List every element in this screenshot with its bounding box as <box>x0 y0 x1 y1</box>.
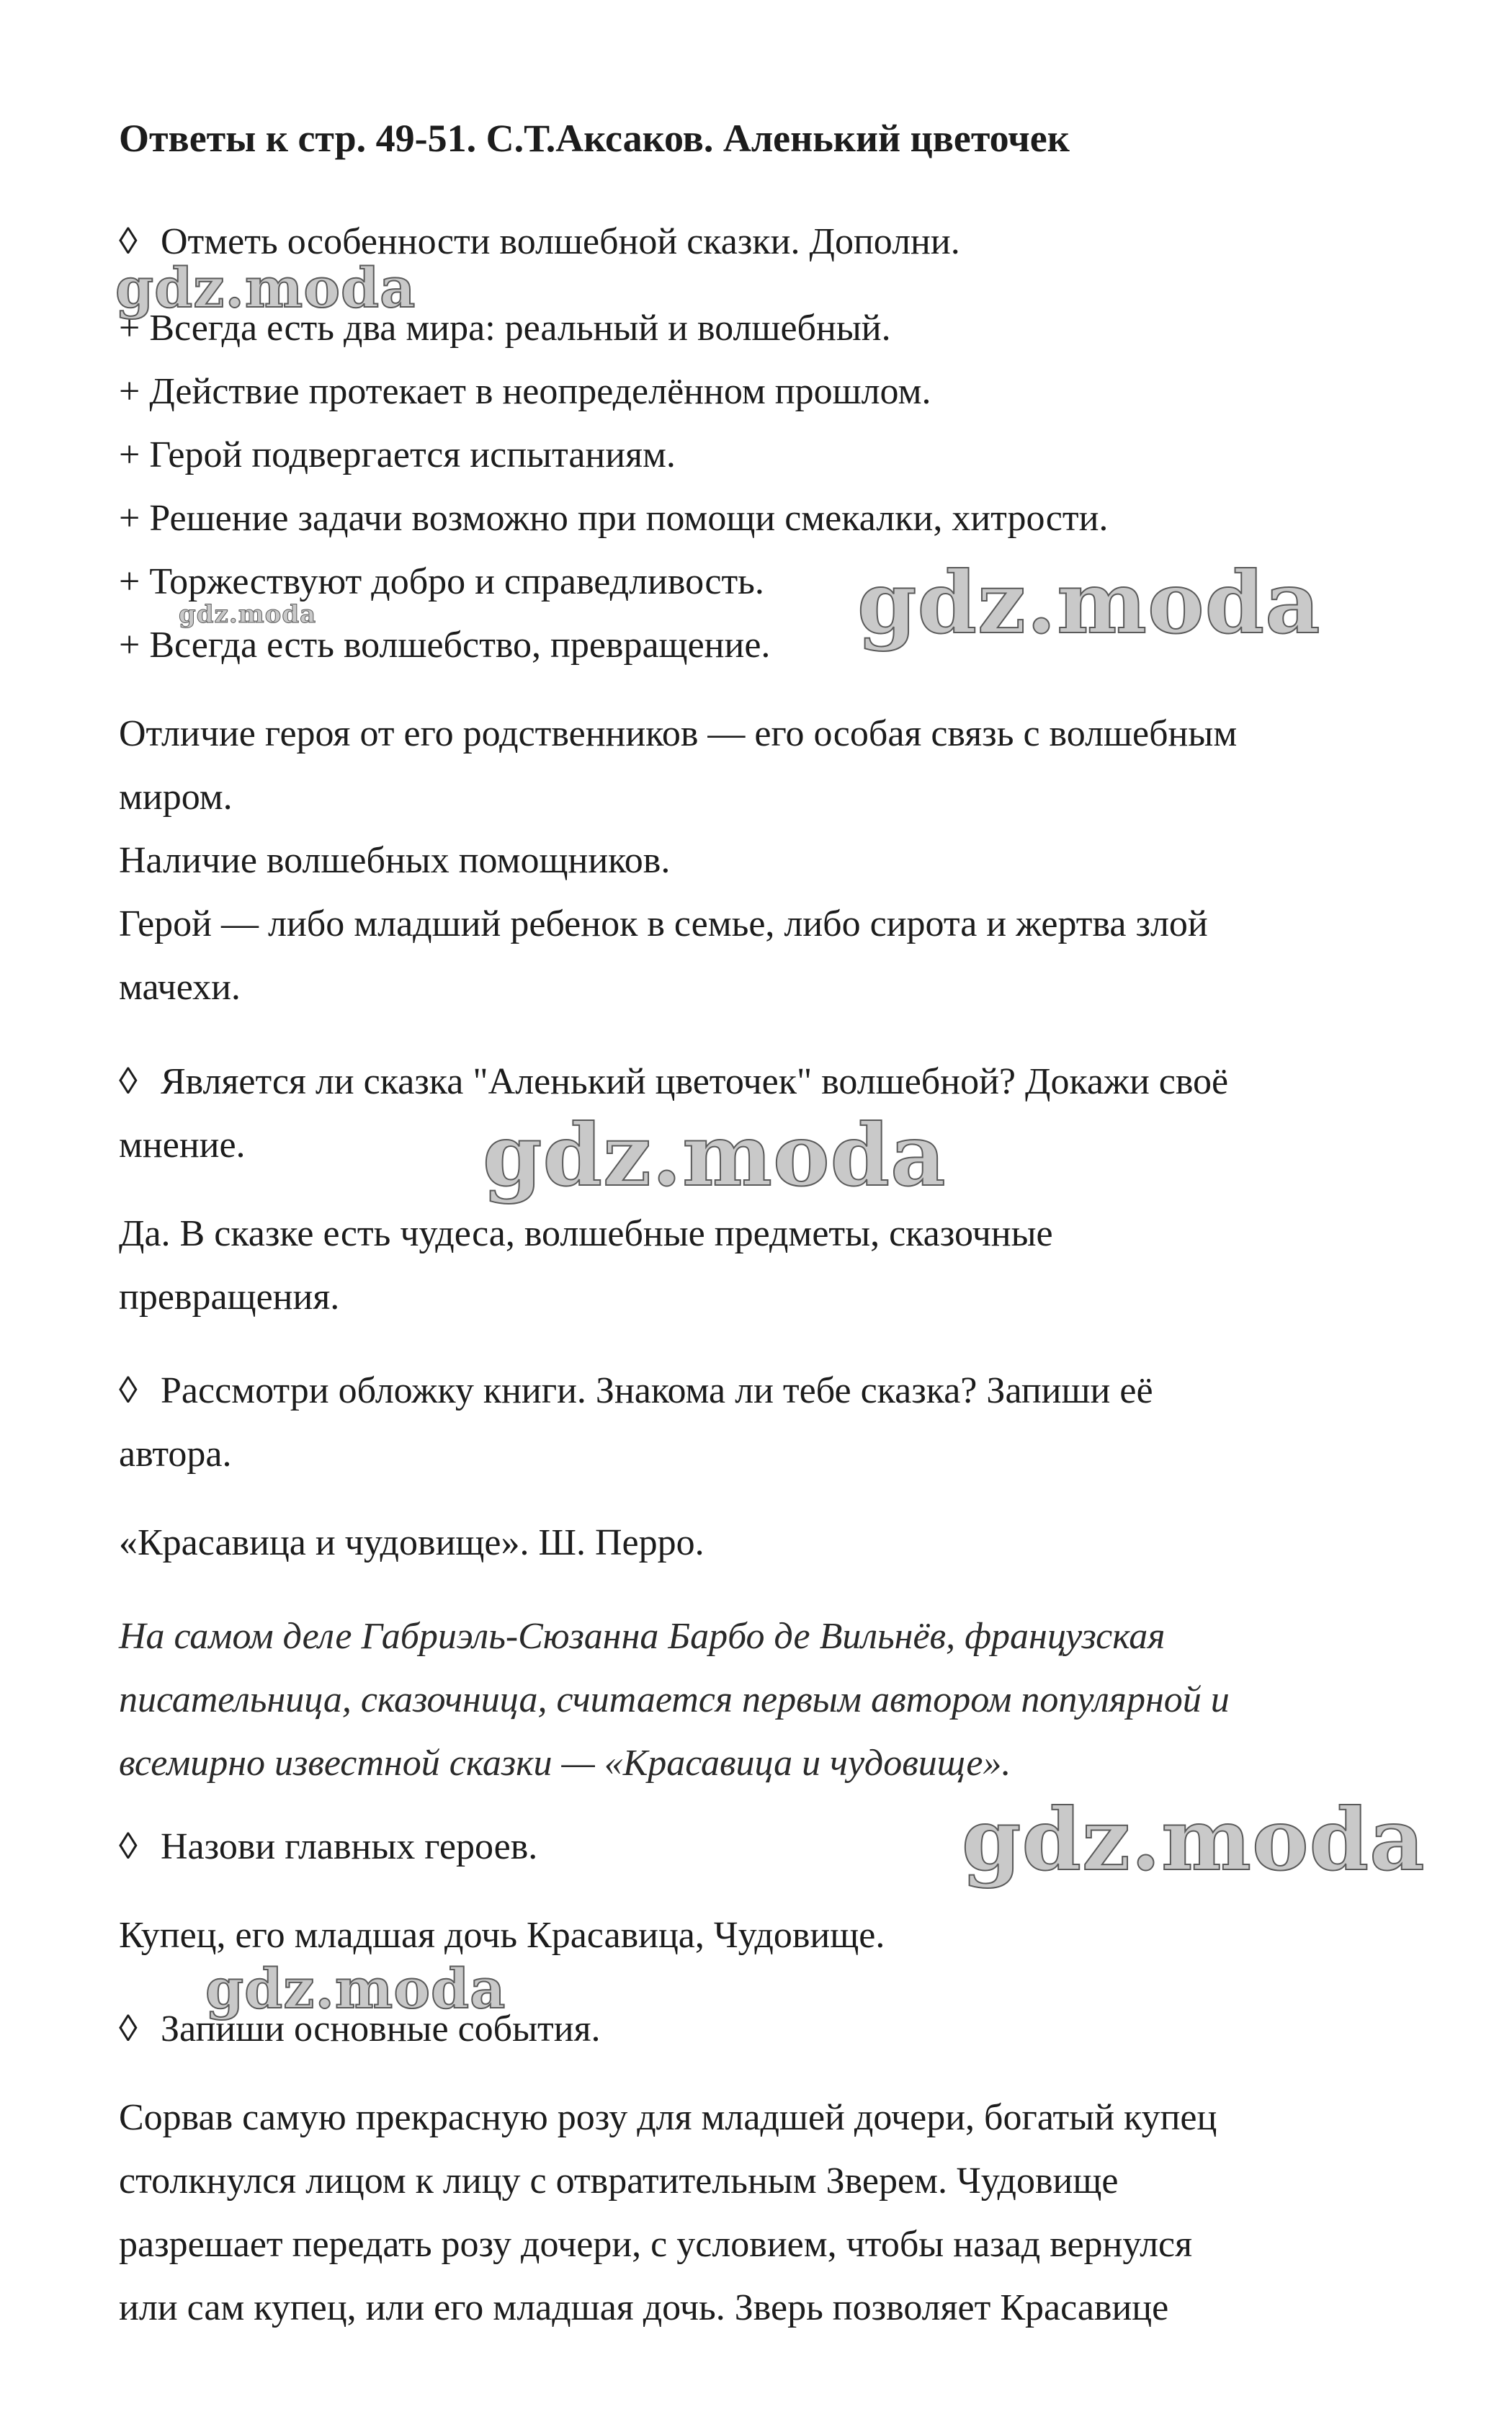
list-item: + Герой подвергается испытаниям. <box>119 434 676 475</box>
diamond-bullet-icon: ◊ <box>119 1370 138 1411</box>
paragraph-line: миром. <box>119 777 233 818</box>
question-4-text: Назови главных героев. <box>161 1826 538 1867</box>
answer-line: Купец, его младшая дочь Красавица, Чудовище. <box>119 1915 885 1956</box>
question-1-text: Отметь особенности волшебной сказки. Дополни. <box>161 221 960 262</box>
answer-line: Сорвав самую прекрасную розу для младшей дочери, богатый купец <box>119 2097 1217 2138</box>
note-line: На самом деле Габриэль-Сюзанна Барбо де Вильнёв, французская <box>119 1616 1166 1657</box>
answer-line: превращения. <box>119 1277 340 1318</box>
watermark: gdz.moda <box>205 1957 506 2021</box>
watermark: gdz.moda <box>115 256 416 320</box>
diamond-bullet-icon: ◊ <box>119 221 138 262</box>
question-2-continued: мнение. <box>119 1125 246 1166</box>
paragraph-line: мачехи. <box>119 967 241 1008</box>
answer-line: Да. В сказке есть чудеса, волшебные предметы, сказочные <box>119 1213 1053 1254</box>
question-3-continued: автора. <box>119 1434 232 1475</box>
question-5-text: Запиши основные события. <box>161 2008 601 2050</box>
question-2-text: Является ли сказка "Аленький цветочек" волшебной? Докажи своё <box>161 1061 1229 1102</box>
list-item: + Всегда есть два мира: реальный и волшебный. <box>119 308 891 349</box>
paragraph-line: Отличие героя от его родственников — его особая связь с волшебным <box>119 713 1238 754</box>
answer-line: столкнулся лицом к лицу с отвратительным Зверем. Чудовище <box>119 2160 1119 2202</box>
answer-line: или сам купец, или его младшая дочь. Зверь позволяет Красавице <box>119 2287 1169 2328</box>
watermark: gdz.moda <box>962 1789 1426 1890</box>
watermark: gdz.moda <box>857 553 1321 653</box>
watermark: gdz.moda <box>483 1105 947 1205</box>
note-line: всемирно известной сказки — «Красавица и чудовище». <box>119 1743 1011 1784</box>
watermark: gdz.moda <box>179 600 317 629</box>
diamond-bullet-icon: ◊ <box>119 2008 138 2050</box>
diamond-bullet-icon: ◊ <box>119 1061 138 1102</box>
list-item: + Торжествуют добро и справедливость. <box>119 561 764 602</box>
list-item: + Решение задачи возможно при помощи смекалки, хитрости. <box>119 498 1109 539</box>
answer-line: разрешает передать розу дочери, с условием, чтобы назад вернулся <box>119 2224 1193 2265</box>
list-item: + Всегда есть волшебство, превращение. <box>119 625 771 666</box>
list-item: + Действие протекает в неопределённом прошлом. <box>119 371 931 412</box>
page-title: Ответы к стр. 49-51. С.Т.Аксаков. Аленький цветочек <box>119 117 1070 160</box>
question-3 <box>119 1369 1153 1413</box>
question-2 <box>119 1060 1228 1104</box>
paragraph-line: Наличие волшебных помощников. <box>119 840 671 881</box>
answer-line: «Красавица и чудовище». Ш. Перро. <box>119 1522 704 1563</box>
question-3-text: Рассмотри обложку книги. Знакома ли тебе сказка? Запиши её <box>161 1370 1153 1411</box>
paragraph-line: Герой — либо младший ребенок в семье, либо сирота и жертва злой <box>119 903 1208 944</box>
diamond-bullet-icon: ◊ <box>119 1826 138 1867</box>
note-line: писательница, сказочница, считается первым автором популярной и <box>119 1679 1230 1720</box>
question-4 <box>119 1825 537 1869</box>
